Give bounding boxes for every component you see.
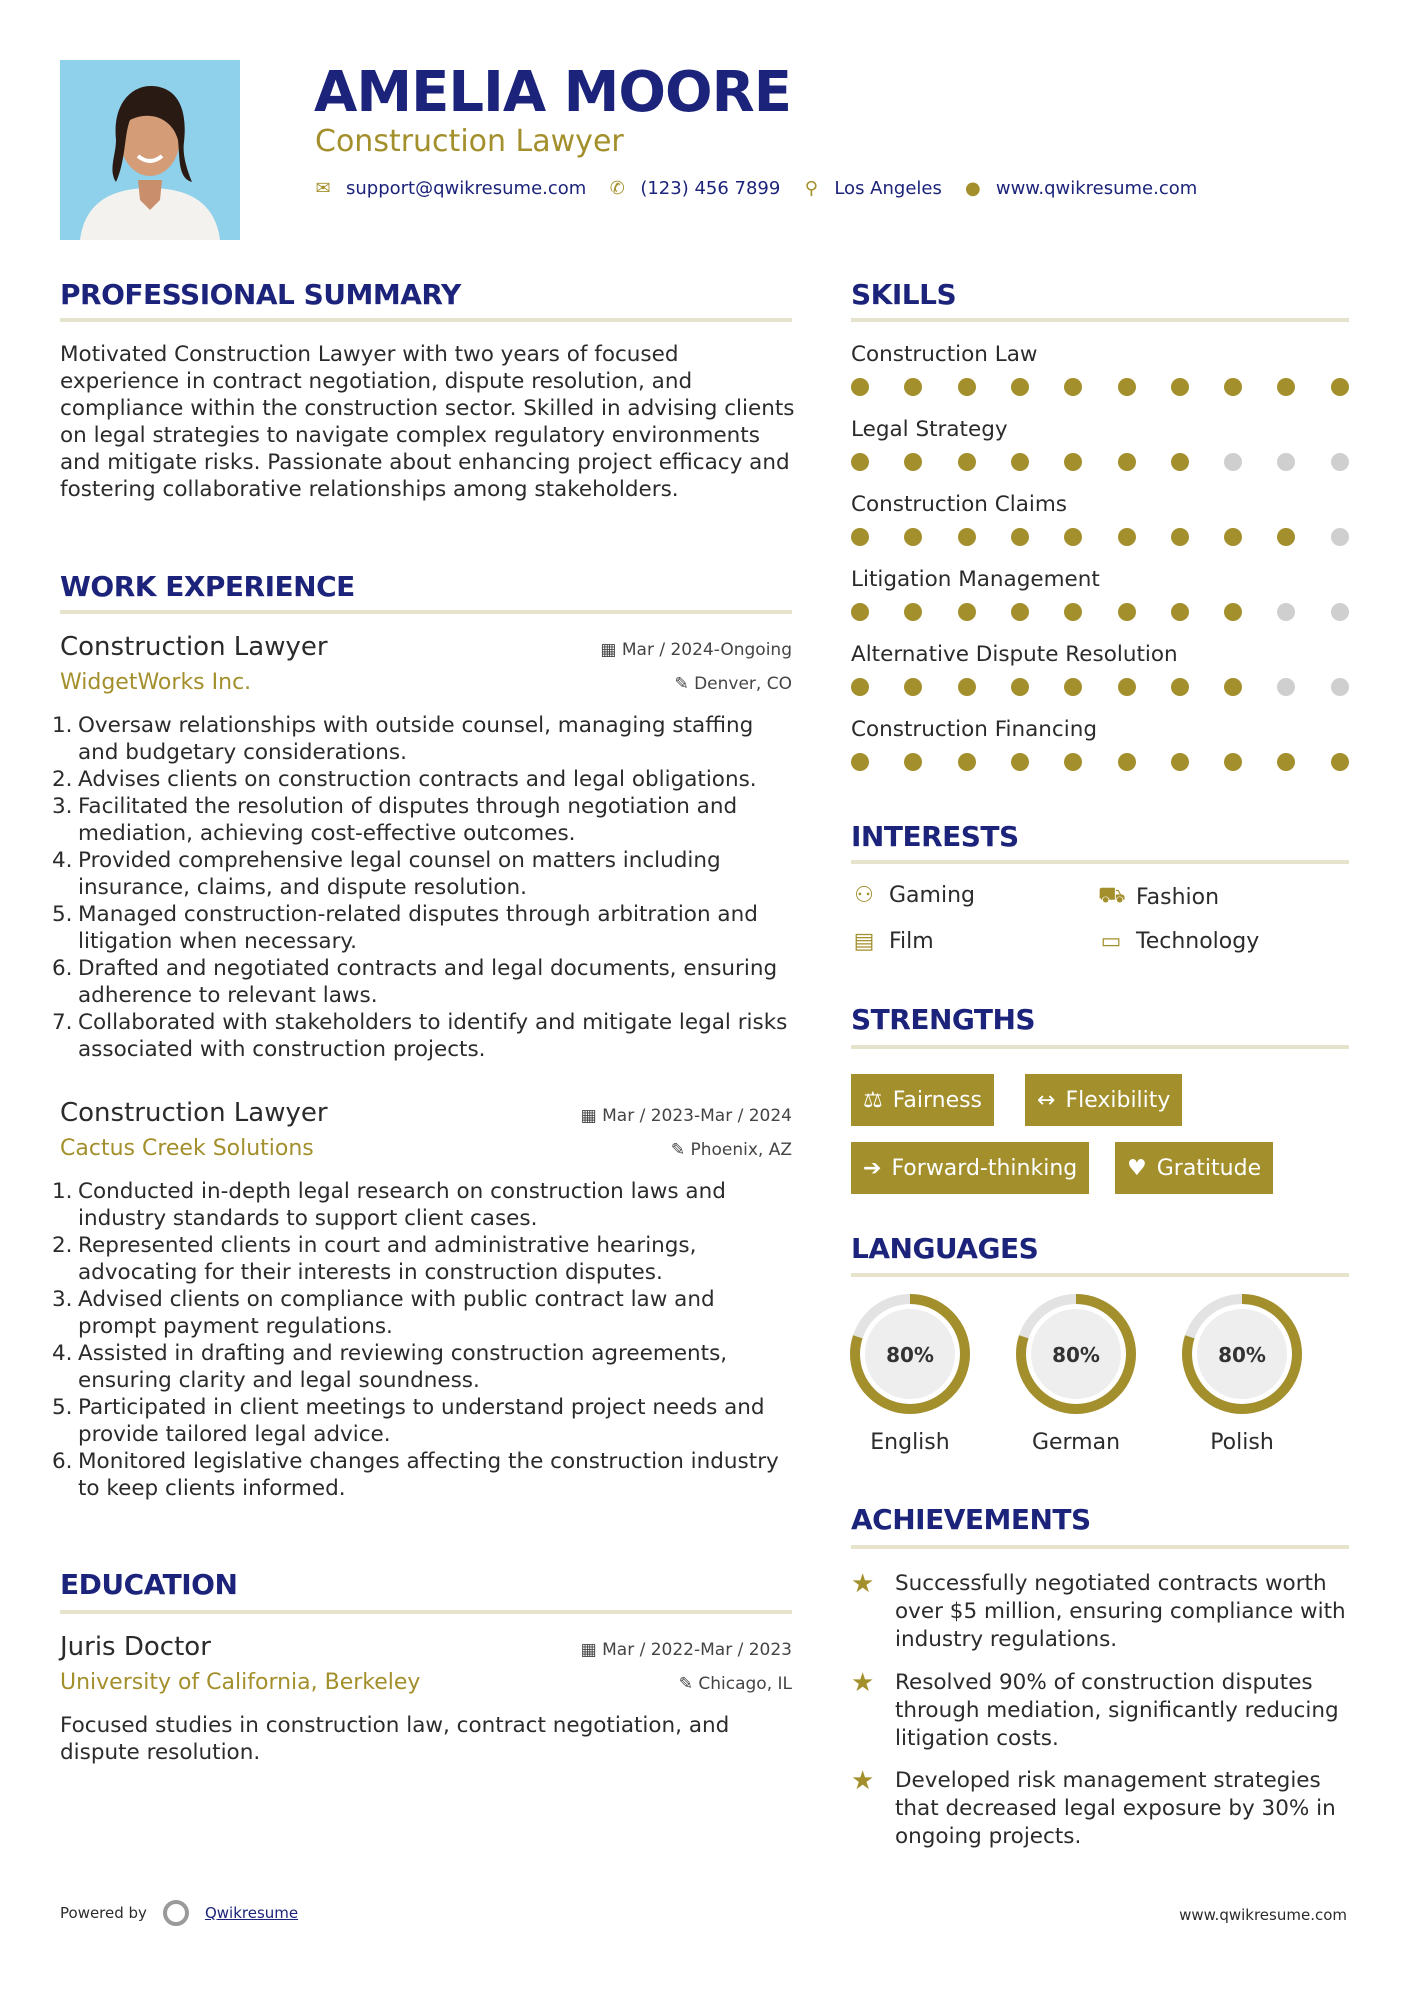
skill-dot-filled [958,378,976,396]
school-name: University of California, Berkeley [60,1670,421,1695]
list-item: 6. Drafted and negotiated contracts and legal documents, ensuring adherence to relevant laws. [52,956,778,1008]
skill-dot-filled [904,753,922,771]
star-icon: ★ [851,1668,875,1698]
skill-dot-empty [1331,603,1349,621]
skill-name: Legal Strategy [851,417,1008,442]
list-item: 5. Participated in client meetings to understand project needs and provide tailored legal advice. [52,1395,765,1447]
strength-badge-gratitude [1115,1142,1273,1194]
languages-heading: LANGUAGES [851,1232,1039,1265]
contact-bar [314,178,1219,199]
skill-dot-filled [851,378,869,396]
skill-dot-filled [1224,753,1242,771]
job-entry-1 [52,632,792,1062]
skill-dot-filled [1118,528,1136,546]
job-entry-2 [52,1098,792,1518]
job-date-text: Mar / 2023-Mar / 2024 [602,1106,792,1126]
film-icon: ▤ [853,929,875,954]
skill-dot-empty [1277,678,1295,696]
interests-divider [851,860,1349,864]
summary-heading: PROFESSIONAL SUMMARY [60,278,461,311]
job-duties-list [52,712,792,1063]
gamepad-icon: ⚇ [854,883,874,908]
star-icon: ★ [851,1569,875,1599]
candidate-name: AMELIA MOORE [314,60,791,125]
skill-dot-filled [1011,603,1029,621]
strengths-divider [851,1045,1349,1049]
pin-icon: ✎ [670,1140,691,1160]
skill-dot-filled [1277,753,1295,771]
skill-dot-filled [958,678,976,696]
skill-dot-filled [1224,528,1242,546]
skill-dot-filled [851,753,869,771]
language-name: English [870,1430,950,1455]
contact-website[interactable] [964,178,1197,199]
skill-dot-empty [1331,528,1349,546]
job-date-text: Mar / 2024-Ongoing [621,640,792,660]
skill-dot-filled [1011,753,1029,771]
strength-label: Fairness [892,1087,983,1113]
education-location-text: Chicago, IL [698,1674,792,1694]
skill-row [851,417,1349,442]
interest-film [851,929,934,954]
skill-dot-filled [1064,753,1082,771]
strength-label: Flexibility [1065,1087,1171,1113]
skill-rating [851,528,1349,548]
experience-divider [60,610,792,614]
achievement-item [851,1767,1351,1851]
job-title: Construction Lawyer [60,632,328,662]
skill-dot-filled [1171,378,1189,396]
skill-dot-empty [1277,453,1295,471]
job-company: Cactus Creek Solutions [60,1136,314,1161]
skill-rating [851,603,1349,623]
language-german [1011,1292,1141,1455]
skill-dot-filled [904,378,922,396]
balance-scale-icon: ⚖ [863,1087,883,1113]
interest-label: Technology [1136,929,1260,954]
pin-icon: ✎ [674,674,695,694]
language-progress-ring [1014,1292,1138,1416]
envelope-icon: ✉ [315,178,331,199]
star-icon: ★ [851,1766,875,1796]
language-progress-ring [1180,1292,1304,1416]
qwikresume-logo-icon [163,1900,189,1926]
skill-rating [851,378,1349,398]
skill-dot-filled [851,453,869,471]
list-item: 4. Assisted in drafting and reviewing construction agreements, ensuring clarity and legal soundness. [52,1341,728,1393]
skill-dot-filled [1277,378,1295,396]
skill-dot-filled [1011,378,1029,396]
language-name: Polish [1210,1430,1274,1455]
skill-dot-filled [1171,453,1189,471]
language-percent: 80% [1052,1343,1100,1367]
language-name: German [1031,1430,1121,1455]
skill-dot-filled [1171,603,1189,621]
skill-dot-filled [1118,453,1136,471]
arrow-right-icon: ➔ [863,1155,882,1181]
skill-row [851,342,1349,367]
job-location-text: Phoenix, AZ [690,1140,792,1160]
education-date-text: Mar / 2022-Mar / 2023 [602,1640,792,1660]
language-percent: 80% [886,1343,934,1367]
skill-rating [851,678,1349,698]
skill-dot-filled [1064,678,1082,696]
languages-divider [851,1273,1349,1277]
skill-name: Litigation Management [851,567,1100,592]
job-title: Construction Lawyer [60,1098,328,1128]
job-location [674,674,792,694]
skill-dot-filled [1118,678,1136,696]
experience-heading: WORK EXPERIENCE [60,570,355,603]
skills-divider [851,318,1349,322]
list-item: 7. Collaborated with stakeholders to identify and mitigate legal risks associated with construction projects. [52,1010,788,1062]
skill-dot-filled [958,753,976,771]
skill-dot-filled [1064,378,1082,396]
skill-row [851,642,1349,667]
skill-dot-filled [904,678,922,696]
skill-dot-filled [904,603,922,621]
skill-dot-filled [1118,753,1136,771]
education-heading: EDUCATION [60,1568,238,1601]
skill-row [851,567,1349,592]
strength-label: Forward-thinking [891,1155,1078,1181]
interest-technology [1098,929,1259,954]
education-divider [60,1610,792,1614]
list-item: 2. Represented clients in court and administrative hearings, advocating for their interests in construction disputes. [52,1233,697,1285]
list-item: 2. Advises clients on construction contracts and legal obligations. [52,767,757,792]
shopping-bag-icon: ⛟ [1098,883,1126,908]
phone-text[interactable]: (123) 456 7899 [640,178,781,199]
footer-powered-by [60,1900,298,1926]
job-date [600,640,792,660]
skill-dot-filled [904,528,922,546]
skill-dot-filled [1331,753,1349,771]
skill-row [851,717,1349,742]
language-progress-ring [848,1292,972,1416]
calendar-icon: ▦ [580,1640,603,1660]
skill-dot-empty [1331,453,1349,471]
achievement-text: Resolved 90% of construction disputes through mediation, significantly reducing litigation costs. [895,1670,1339,1751]
skill-dot-filled [1331,378,1349,396]
skill-dot-filled [1118,603,1136,621]
skill-dot-filled [851,678,869,696]
skill-dot-empty [1277,603,1295,621]
list-item: 4. Provided comprehensive legal counsel on matters including insurance, claims, and dispute resolution. [52,848,721,900]
calendar-icon: ▦ [580,1106,603,1126]
skill-dot-filled [1224,378,1242,396]
skill-dot-filled [1011,678,1029,696]
calendar-icon: ▦ [600,640,622,660]
skill-dot-filled [1224,603,1242,621]
skill-dot-empty [1224,453,1242,471]
skill-dot-filled [958,603,976,621]
interest-label: Fashion [1136,884,1220,910]
globe-icon: ● [964,178,981,199]
interest-gaming [851,883,975,908]
language-english [845,1292,975,1455]
arrows-horizontal-icon: ↔ [1037,1087,1056,1113]
list-item: 3. Advised clients on compliance with public contract law and prompt payment regulations. [52,1287,715,1339]
skill-dot-filled [1064,453,1082,471]
skill-dot-filled [851,603,869,621]
achievement-text: Developed risk management strategies that decreased legal exposure by 30% in ongoing projects. [895,1768,1336,1849]
location-text: Los Angeles [834,178,942,199]
powered-by-text: Powered by [60,1904,147,1922]
phone-icon: ✆ [609,178,625,199]
interest-label: Gaming [889,883,975,908]
strength-label: Gratitude [1156,1155,1262,1181]
contact-phone[interactable] [608,178,780,199]
skill-dot-filled [1171,753,1189,771]
skill-dot-filled [1011,528,1029,546]
laptop-icon: ▭ [1100,929,1122,954]
candidate-role: Construction Lawyer [315,124,624,159]
strength-badge-forward-thinking [851,1142,1089,1194]
list-item: 6. Monitored legislative changes affecting the construction industry to keep clients informed. [52,1449,779,1501]
list-item: 3. Facilitated the resolution of disputes through negotiation and mediation, achieving cost-effective outcomes. [52,794,738,846]
skill-dot-filled [1064,603,1082,621]
heart-icon: ♥ [1127,1155,1147,1181]
skill-dot-filled [1224,678,1242,696]
achievement-item [851,1669,1351,1753]
job-date [581,1106,792,1126]
education-location [679,1674,792,1694]
skill-row [851,492,1349,517]
strength-badge-flexibility [1025,1074,1182,1126]
skill-dot-filled [1171,678,1189,696]
skill-dot-filled [904,453,922,471]
interests-heading: INTERESTS [851,820,1019,853]
achievements-divider [851,1545,1349,1549]
education-description: Focused studies in construction law, contract negotiation, and dispute resolution. [60,1713,730,1765]
skill-dot-filled [1064,528,1082,546]
skill-rating [851,453,1349,473]
email-text[interactable]: support@qwikresume.com [346,178,587,199]
skill-dot-filled [851,528,869,546]
interest-fashion [1098,883,1219,911]
skills-heading: SKILLS [851,278,957,311]
list-item: 1. Conducted in-depth legal research on construction laws and industry standards to support client cases. [52,1179,726,1231]
skill-dot-filled [1277,528,1295,546]
footer-website[interactable]: www.qwikresume.com [1179,1906,1347,1924]
job-location [671,1140,792,1160]
interest-label: Film [889,929,934,954]
skill-dot-filled [958,453,976,471]
education-date [581,1640,792,1660]
degree-title: Juris Doctor [60,1632,211,1662]
skill-name: Construction Claims [851,492,1068,517]
skill-rating [851,753,1349,773]
achievement-item [851,1570,1351,1654]
website-text[interactable]: www.qwikresume.com [995,178,1198,199]
achievements-heading: ACHIEVEMENTS [851,1503,1091,1536]
skill-name: Construction Financing [851,717,1098,742]
achievement-text: Successfully negotiated contracts worth over $5 million, ensuring compliance with industry regulations. [895,1571,1346,1652]
language-percent: 80% [1218,1343,1266,1367]
skill-dot-filled [958,528,976,546]
summary-divider [60,318,792,322]
job-duties-list [52,1178,792,1502]
skill-dot-filled [1171,528,1189,546]
contact-email[interactable] [314,178,586,199]
list-item: 5. Managed construction-related disputes through arbitration and litigation when necessary. [52,902,758,954]
profile-photo [60,60,240,240]
strengths-heading: STRENGTHS [851,1003,1036,1036]
job-location-text: Denver, CO [694,674,792,694]
brand-link[interactable]: Qwikresume [204,1904,299,1922]
pin-icon: ✎ [678,1674,699,1694]
skill-dot-empty [1331,678,1349,696]
contact-location [802,178,942,199]
education-entry [60,1632,792,1792]
strength-badge-fairness [851,1074,994,1126]
skill-dot-filled [1011,453,1029,471]
skill-dot-filled [1118,378,1136,396]
list-item: 1. Oversaw relationships with outside counsel, managing staffing and budgetary considerations. [52,713,754,765]
skill-name: Alternative Dispute Resolution [851,642,1178,667]
summary-text: Motivated Construction Lawyer with two years of focused experience in contract negotiation, dispute resolution, and compliance within the construction sector. Skilled in advising clients on legal strategies to navigate complex regulatory environments and mitigate risks. Passionate about enhancing project efficacy and fostering collaborative relationships among stakeholders. [60,342,795,502]
map-pin-icon: ⚲ [804,178,818,199]
language-polish [1177,1292,1307,1455]
job-company: WidgetWorks Inc. [60,670,252,695]
skill-name: Construction Law [851,342,1038,367]
